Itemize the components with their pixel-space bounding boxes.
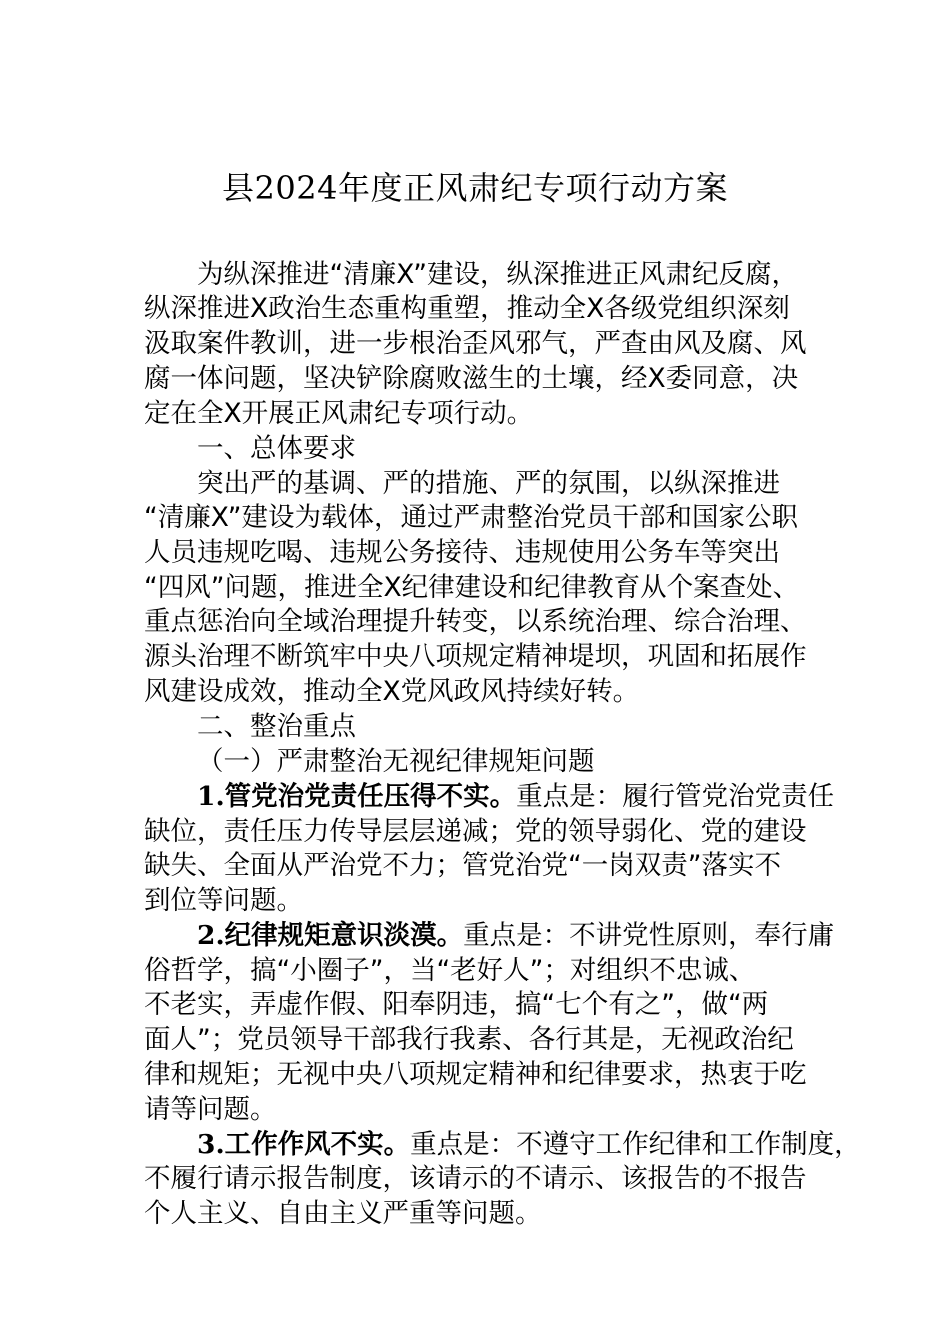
item-number: 1. xyxy=(197,781,225,812)
paragraph-line: 面人”；党员领导干部我行我素、各行其是，无视政治纪 xyxy=(144,1024,794,1055)
paragraph-line: 腐一体问题，坚决铲除腐败滋生的土壤，经X委同意，决 xyxy=(144,363,799,394)
item-heading: 纪律规矩意识淡漠。 xyxy=(224,920,464,951)
item-number: 3. xyxy=(197,1129,225,1160)
paragraph-line: 源头治理不断筑牢中央八项规定精神堤坝，巩固和拓展作 xyxy=(144,641,807,672)
page-title: 县2024年度正风肃纪专项行动方案 xyxy=(222,169,728,207)
paragraph-line: 汲取案件教训，进一步根治歪风邪气，严查由风及腐、风 xyxy=(144,328,807,359)
item-line xyxy=(197,779,834,815)
paragraph-line: 到位等问题。 xyxy=(144,885,303,916)
paragraph-line: 人员违规吃喝、违规公务接待、违规使用公务车等突出 xyxy=(144,537,780,568)
paragraph-line: 俗哲学，搞“小圈子”，当“老好人”；对组织不忠诚、 xyxy=(144,955,756,986)
item-text: 重点是：履行管党治党责任 xyxy=(516,781,835,812)
paragraph-line: 突出严的基调、严的措施、严的氛围，以纵深推进 xyxy=(197,468,780,499)
paragraph-line: “清廉X”建设为载体，通过严肃整治党员干部和国家公职 xyxy=(144,502,799,533)
paragraph-line: 缺失、全面从严治党不力；管党治党“一岗双责”落实不 xyxy=(144,850,781,881)
paragraph-line: 重点惩治向全域治理提升转变，以系统治理、综合治理、 xyxy=(144,606,807,637)
item-line xyxy=(197,918,834,954)
item-heading: 工作作风不实。 xyxy=(224,1129,411,1160)
item-line xyxy=(197,1127,861,1163)
item-text: 重点是：不遵守工作纪律和工作制度， xyxy=(410,1129,861,1160)
item-heading: 管党治党责任压得不实。 xyxy=(224,781,517,812)
paragraph-line: 为纵深推进“清廉X”建设，纵深推进正风肃纪反腐， xyxy=(197,259,799,290)
paragraph-line: 不履行请示报告制度，该请示的不请示、该报告的不报告 xyxy=(144,1163,807,1194)
item-text: 重点是：不讲党性原则，奉行庸 xyxy=(463,920,835,951)
paragraph-line: 请等问题。 xyxy=(144,1094,277,1125)
paragraph-line: 缺位，责任压力传导层层递减；党的领导弱化、党的建设 xyxy=(144,816,807,847)
paragraph-line: 个人主义、自由主义严重等问题。 xyxy=(144,1198,542,1229)
paragraph-line: 纵深推进X政治生态重构重塑，推动全X各级党组织深刻 xyxy=(144,293,790,324)
paragraph-line: 不老实，弄虚作假、阳奉阴违，搞“七个有之”，做“两 xyxy=(144,989,769,1020)
item-number: 2. xyxy=(197,920,225,951)
paragraph-line: “四风”问题，推进全X纪律建设和纪律教育从个案查处、 xyxy=(144,572,800,603)
subsection-heading: （一）严肃整治无视纪律规矩问题 xyxy=(197,746,595,777)
paragraph-line: 风建设成效，推动全X党风政风持续好转。 xyxy=(144,676,640,707)
paragraph-line: 律和规矩；无视中央八项规定精神和纪律要求，热衷于吃 xyxy=(144,1059,807,1090)
paragraph-line: 定在全X开展正风肃纪专项行动。 xyxy=(144,398,534,429)
section-heading: 二、整治重点 xyxy=(197,711,356,742)
section-heading: 一、总体要求 xyxy=(197,433,356,464)
